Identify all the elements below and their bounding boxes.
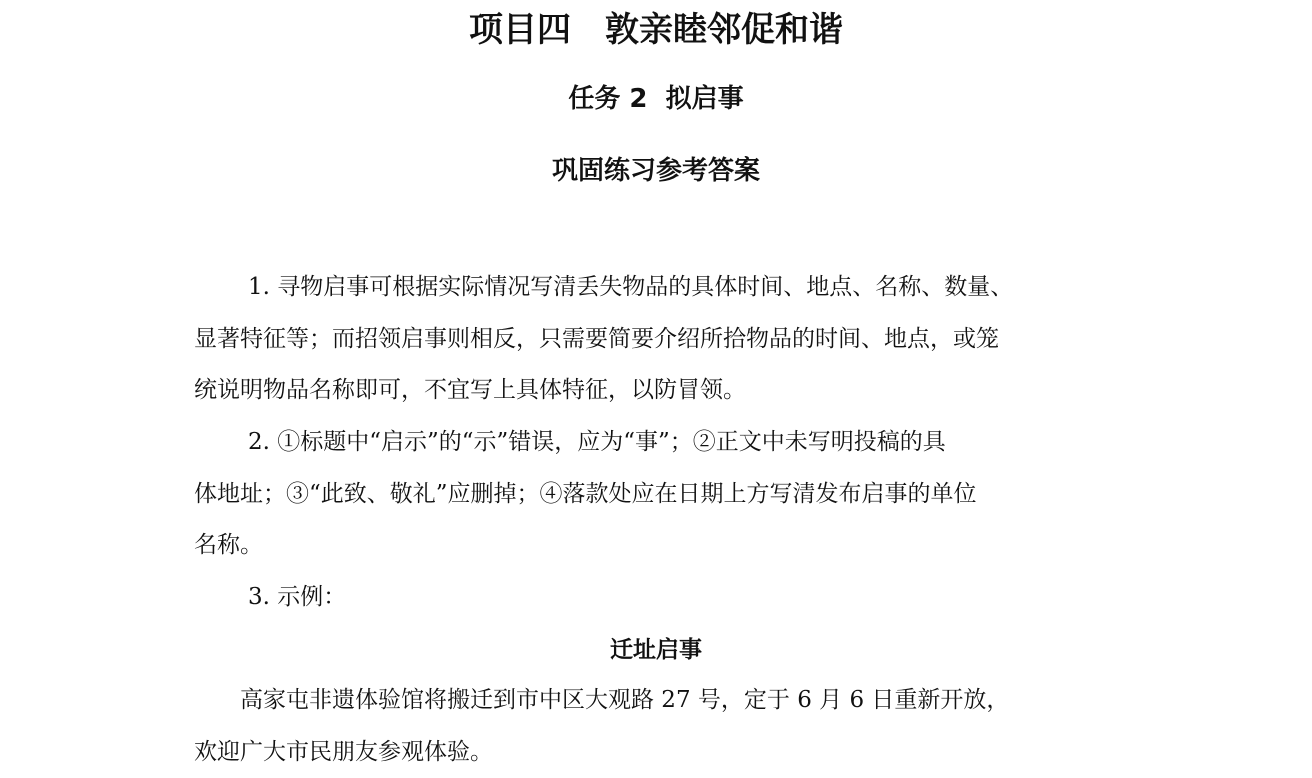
example-notice-line-2: 欢迎广大市民朋友参观体验。 — [194, 738, 493, 765]
section-title: 巩固练习参考答案 — [551, 156, 760, 186]
example-notice-title: 迁址启事 — [610, 637, 702, 663]
answer-2-line-2: 体地址；③“此致、敬礼”应删掉；④落款处应在日期上方写清发布启事的单位 — [194, 480, 977, 507]
answer-1-line-1: 1. 寻物启事可根据实际情况写清丢失物品的具体时间、地点、名称、数量、 — [248, 274, 1014, 300]
answer-3-label: 3. 示例： — [248, 584, 347, 610]
answer-2-line-3: 名称。 — [194, 532, 263, 558]
example-notice-line-1: 高家屯非遗体验馆将搬迁到市中区大观路 27 号，定于 6 月 6 日重新开放， — [240, 687, 1010, 713]
answer-1-paragraph — [194, 262, 1124, 417]
answer-1-line-3: 统说明物品名称即可，不宜写上具体特征，以防冒领。 — [194, 377, 746, 403]
project-title: 项目四 敦亲睦邻促和谐 — [469, 10, 843, 50]
answer-3-paragraph — [194, 572, 1124, 624]
answer-2-line-1: 2. ①标题中“启示”的“示”错误，应为“事”；②正文中未写明投稿的具 — [248, 429, 946, 455]
answer-1-line-2: 显著特征等；而招领启事则相反，只需要简要介绍所拾物品的时间、地点，或笼 — [194, 325, 999, 352]
task-title: 任务 2 拟启事 — [568, 84, 744, 114]
example-notice-body — [194, 675, 1124, 778]
answer-2-paragraph — [194, 417, 1124, 572]
